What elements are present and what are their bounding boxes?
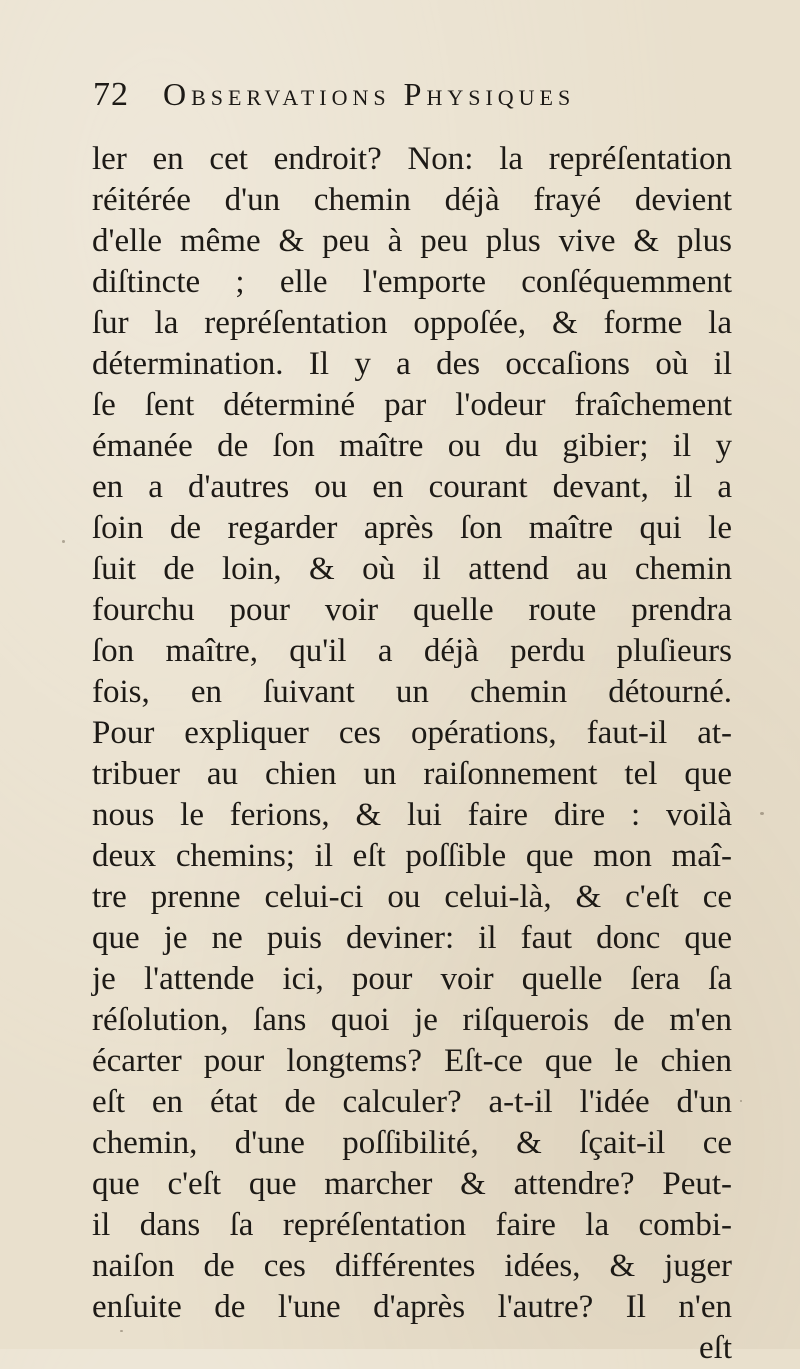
- text-line: ſur la repréſentation oppoſée, & forme la: [92, 305, 732, 341]
- text-line: enſuite de l'une d'après l'autre? Il n'en: [92, 1289, 732, 1325]
- text-line: que c'eſt que marcher & attendre? Peut-: [92, 1166, 732, 1202]
- text-line: deux chemins; il eſt poſſible que mon maî-: [92, 838, 732, 874]
- text-line: ſoin de regarder après ſon maître qui le: [92, 510, 732, 546]
- text-line: naiſon de ces différentes idées, & juger: [92, 1248, 732, 1284]
- text-line: émanée de ſon maître ou du gibier; il y: [92, 428, 732, 464]
- paper-speck: [120, 1330, 123, 1332]
- text-line: ſon maître, qu'il a déjà perdu pluſieurs: [92, 633, 732, 669]
- text-line: tre prenne celui-ci ou celui-là, & c'eſt ce: [92, 879, 732, 915]
- text-line: ſuit de loin, & où il attend au chemin: [92, 551, 732, 587]
- paper-speck: [62, 540, 65, 543]
- text-line: réſolution, ſans quoi je riſquerois de m'en: [92, 1002, 732, 1038]
- text-line: en a d'autres ou en courant devant, il a: [92, 469, 732, 505]
- text-line: fois, en ſuivant un chemin détourné.: [92, 674, 732, 710]
- text-line: d'elle même & peu à peu plus vive & plus: [92, 223, 732, 259]
- text-line: eſt en état de calculer? a-t-il l'idée d'un: [92, 1084, 732, 1120]
- page-number: 72: [93, 76, 129, 113]
- text-line: fourchu pour voir quelle route prendra: [92, 592, 732, 628]
- text-line: diſtincte ; elle l'emporte conſéquemment: [92, 264, 732, 300]
- text-line: ler en cet endroit? Non: la repréſentation: [92, 141, 732, 177]
- text-line: détermination. Il y a des occaſions où il: [92, 346, 732, 382]
- body-text: [92, 139, 732, 1369]
- text-line: ſe ſent déterminé par l'odeur fraîchement: [92, 387, 732, 423]
- text-line: réitérée d'un chemin déjà frayé devient: [92, 182, 732, 218]
- text-line: que je ne puis deviner: il faut donc que: [92, 920, 732, 956]
- catchword: eſt: [699, 1330, 732, 1366]
- text-line: nous le ferions, & lui faire dire : voilà: [92, 797, 732, 833]
- text-line: écarter pour longtems? Eſt-ce que le chien: [92, 1043, 732, 1079]
- paper-speck: [740, 1100, 742, 1102]
- text-line: je l'attende ici, pour voir quelle ſera ſa: [92, 961, 732, 997]
- text-line: tribuer au chien un raiſonnement tel que: [92, 756, 732, 792]
- running-title: Observations Physiques: [163, 76, 576, 112]
- text-line: Pour expliquer ces opérations, faut-il at-: [92, 715, 732, 751]
- text-line: il dans ſa repréſentation faire la combi-: [92, 1207, 732, 1243]
- paper-speck: [760, 812, 764, 815]
- running-head: [93, 76, 693, 116]
- text-line: chemin, d'une poſſibilité, & ſçait-il ce: [92, 1125, 732, 1161]
